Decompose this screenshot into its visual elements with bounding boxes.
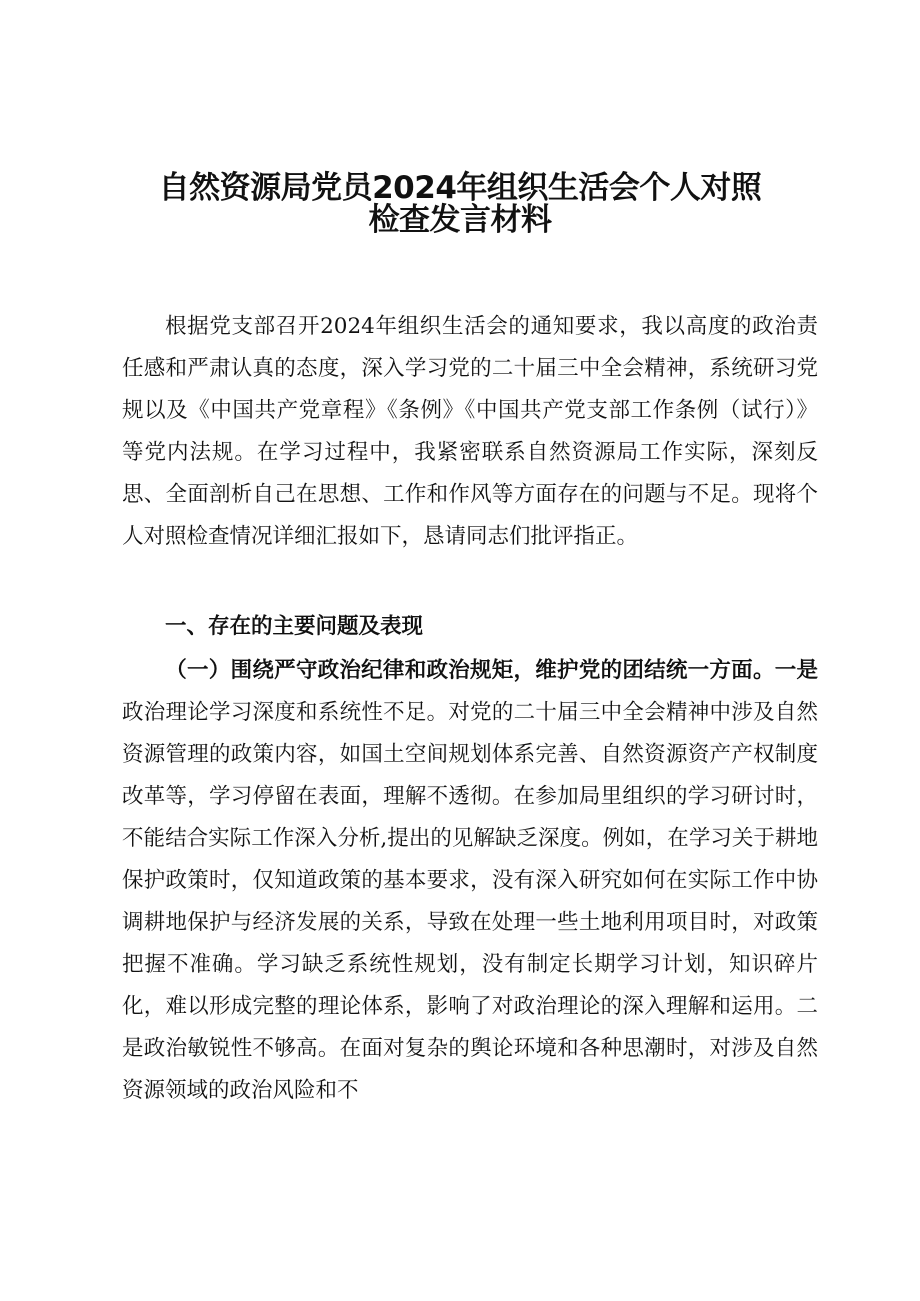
section-body-paragraph — [122, 650, 818, 1112]
point-lead: 一是 — [774, 658, 818, 683]
point-text: 政治理论学习深度和系统性不足。对党的二十届三中全会精神中涉及自然资源管理的政策内容，如国土空间规划体系完善、自然资源资产产权制度改革等，学习停留在表面，理解不透彻。在参加局里组织的学习研讨时，不能结合实际工作深入分析,提出的见解缺乏深度。例如，在学习关于耕地保护政策时，仅知道政策的基本要求，没有深入研究如何在实际工作中协调耕地保护与经济发展的关系，导致在处理一些土地利用项目时，对政策把握不准确。学习缺乏系统性规划，没有制定长期学习计划，知识碎片化，难以形成完整的理论体系，影响了对政治理论的深入理解和运用。二是政治敏锐性不够高。在面对复杂的舆论环境和各种思潮时，对涉及自然资源领域的政治风险和不 — [122, 700, 818, 1103]
document-title-line-2: 检查发言材料 — [368, 202, 552, 238]
intro-paragraph: 根据党支部召开2024年组织生活会的通知要求，我以高度的政治责任感和严肃认真的态度，深入学习党的二十届三中全会精神，系统研习党规以及《中国共产党章程》《条例》《中国共产党支部工作条例（试行）》等党内法规。在学习过程中，我紧密联系自然资源局工作实际，深刻反思、全面剖析自己在思想、工作和作风等方面存在的问题与不足。现将个人对照检查情况详细汇报如下，恳请同志们批评指正。 — [122, 314, 818, 549]
document-title-line-1: 自然资源局党员2024年组织生活会个人对照 — [158, 170, 762, 206]
section-heading: 一、存在的主要问题及表现 — [165, 614, 424, 639]
subsection-heading: （一）围绕严守政治纪律和政治规矩，维护党的团结统一方面。 — [165, 658, 775, 683]
